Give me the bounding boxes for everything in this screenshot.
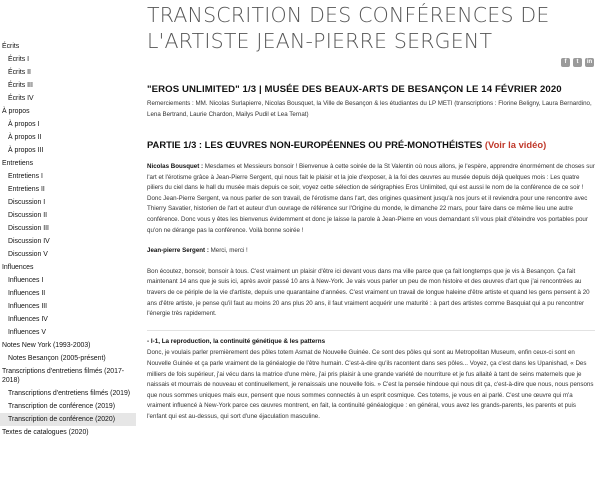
sidebar-item[interactable]: À propos III	[8, 147, 44, 154]
sidebar-item[interactable]: Transcription de conférence (2020)	[0, 413, 136, 426]
sidebar-item[interactable]: Influences III	[8, 303, 48, 310]
transcript-paragraph	[147, 267, 595, 320]
sidebar-item[interactable]: Entretiens	[2, 160, 34, 167]
sidebar-item[interactable]: Discussion II	[8, 212, 48, 219]
acknowledgements: Remerciements : MM. Nicolas Surlapierre, Nicolas Bousquet, la Ville de Besançon & les étudiantes du LP METI (transcriptions : Florine Beligny, Laura Bernardino, Lena Bertrand, Laurie Chardon, Mailys Pudil et Lea Ternat)	[147, 100, 592, 118]
sidebar-item[interactable]: Écrits III	[8, 82, 33, 89]
conference-title: "EROS UNLIMITED" 1/3 | MUSÉE DES BEAUX-ARTS DE BESANÇON LE 14 FÉVRIER 2020	[147, 84, 562, 95]
sidebar-item[interactable]: Écrits IV	[8, 95, 34, 102]
sidebar-item[interactable]: Discussion V	[8, 251, 48, 258]
paragraph-text: Merci, merci !	[208, 247, 248, 255]
sidebar-item[interactable]: Notes Besançon (2005-présent)	[8, 355, 106, 362]
sidebar-item[interactable]: Discussion III	[8, 225, 49, 232]
sidebar-item[interactable]: Influences IV	[8, 316, 48, 323]
sidebar-item[interactable]: Écrits II	[8, 69, 31, 76]
linkedin-icon[interactable]: in	[586, 59, 593, 65]
main-content	[147, 84, 595, 432]
sidebar-item[interactable]: À propos I	[8, 121, 40, 128]
speaker-name: Nicolas Bousquet :	[147, 163, 204, 170]
sidebar-item[interactable]: Textes de catalogues (2020)	[2, 429, 89, 436]
site-title: TRANSCRITION DES CONFÉRENCES DE L'ARTISTE JEAN-PIERRE SERGENT	[147, 3, 550, 53]
speaker-name: Jean-pierre Sergent :	[147, 247, 209, 255]
section-heading: - I-1, La reproduction, la continuité génétique & les patterns	[147, 337, 326, 345]
sidebar-item[interactable]: Influences II	[8, 290, 46, 297]
watch-video-link[interactable]: (Voir la vidéo)	[484, 139, 547, 150]
sidebar-item[interactable]: Transcriptions d'entretiens filmés (2019)	[8, 390, 131, 397]
transcript-paragraph: Donc, je voulais parler premièrement des pôles totem Asmat de Nouvelle Guinée. Ce sont des pôles qui sont au Metropolitan Museum, enfin ceux-ci sont en Nouvelle Guinée et ça parle vraiment de la généalogie de l'être humain. C'est-à-dire qu'ils racontent dans ses pôles... Voyez, ça c'est dans les Upanishad, « Des milliers de fois supérieur, j'ai vécu dans la matrice d'une mère, j'ai pris plaisir à une grande variété de nourriture et je fus allaité à tant de seins maternels que je naissais et mourrais de nouveau et continuellement, je renaissais une nouvelle fois. » C'est la pensée hindoue qui nous dit ça, c'est-à-dire que nous, nous pensons que nous sommes uniques mais eux, pensent que nous sommes connectés à un esprit cosmique. Ces totems, je vous en ai parlé. C'est une œuvre qui m'a vraiment influencé à New-York parce ces œuvres montrent, en fait, la continuité généalogique : en général, vous avez les grands-parents, les parents et puis l'enfant qui est au-dessus, qui sort d'une éjaculation masculine.	[147, 349, 594, 420]
twitter-icon[interactable]: t	[573, 58, 582, 67]
sidebar-item[interactable]: Entretiens II	[8, 186, 45, 193]
transcript-paragraph	[147, 246, 595, 257]
facebook-icon[interactable]: f	[561, 58, 570, 67]
sidebar-item[interactable]: À propos II	[8, 134, 42, 141]
sidebar-item[interactable]: Écrits I	[8, 56, 30, 63]
transcript-paragraph	[147, 162, 595, 236]
sidebar-item[interactable]: Transcriptions d'entretiens filmés (2017-2018)	[2, 368, 125, 384]
sidebar-item[interactable]: Transcription de conférence (2019)	[8, 403, 115, 410]
section-divider	[147, 330, 595, 331]
paragraph-text: Mesdames et Messieurs bonsoir ! Bienvenue à cette soirée de la St Valentin où nous allons, je l'espère, apprendre énormément de choses sur l'art et l'érotisme grâce à Jean-Pierre Sergent, qui nous fait le plaisir et la joie d'exposer, à la foi des œuvres au musée depuis déjà quelques mois : Les quatre piliers du ciel dans le hall du musée mais depuis ce soir, voyez cette sélection de sérigraphies Eros Unlimited, qui est aussi le nom de la conférence de ce soir ! Donc Jean-Pierre Sergent, va nous parler de son travail, de l'érotisme dans l'art, des origines quasiment jusqu'à nos jours et il reviendra pour une rencontre avec Thierry Savatier, historien de l'art et auteur d'un ouvrage de référence sur l'Origine du monde, le dimanche 22 mars, pour faire dans ce même lieu une autre conférence. Donc vous y êtes les bienvenus évidemment et donc je laisse la parole à Jean-Pierre en vous demandant s'il vous plait d'éteindre vos portables pour qu'on ne dérange pas la conférence. Voilà bonne soirée !	[147, 163, 595, 234]
sidebar-item[interactable]: Discussion I	[8, 199, 46, 206]
sidebar-item[interactable]: Notes New York (1993-2003)	[2, 342, 91, 349]
paragraph-text: Bon écoutez, bonsoir, bonsoir à tous. C'est vraiment un plaisir d'être ici devant vous dans ma ville parce que ça fait longtemps que je vis à Besançon. Ça fait maintenant 14 ans que je suis ici, après avoir passé 10 ans à New-York. Je vais vous parler un peu de mon histoire et des œuvres d'art que j'ai rencontrées au travers de ce périple de la vie d'artiste, depuis une quarantaine d'années. C'est vraiment un travail de longue haleine d'être artiste et quand les gens pensent à 20 ans d'être artiste, je pense qu'il faut au moins 20 ans plus 20 ans, il faut vraiment acquérir une maturité : à part des artistes comme Basquiat qui a pu rencontrer l'énergie très rapidement.	[147, 267, 590, 318]
sidebar-item[interactable]: Discussion IV	[8, 238, 50, 245]
part-title-text: PARTIE 1/3 : LES ŒUVRES NON-EUROPÉENNES OU PRÉ-MONOTHÉISTES	[147, 139, 483, 150]
part-title	[147, 139, 595, 151]
social-links	[561, 58, 594, 67]
sidebar-item[interactable]: Influences	[2, 264, 34, 271]
sidebar-nav	[0, 40, 136, 439]
sidebar-item[interactable]: Écrits	[2, 43, 20, 50]
sidebar-item[interactable]: Influences V	[8, 329, 46, 336]
sidebar-item[interactable]: Entretiens I	[8, 173, 43, 180]
sidebar-item[interactable]: À propos	[2, 108, 30, 115]
sidebar-item[interactable]: Influences I	[8, 277, 44, 284]
